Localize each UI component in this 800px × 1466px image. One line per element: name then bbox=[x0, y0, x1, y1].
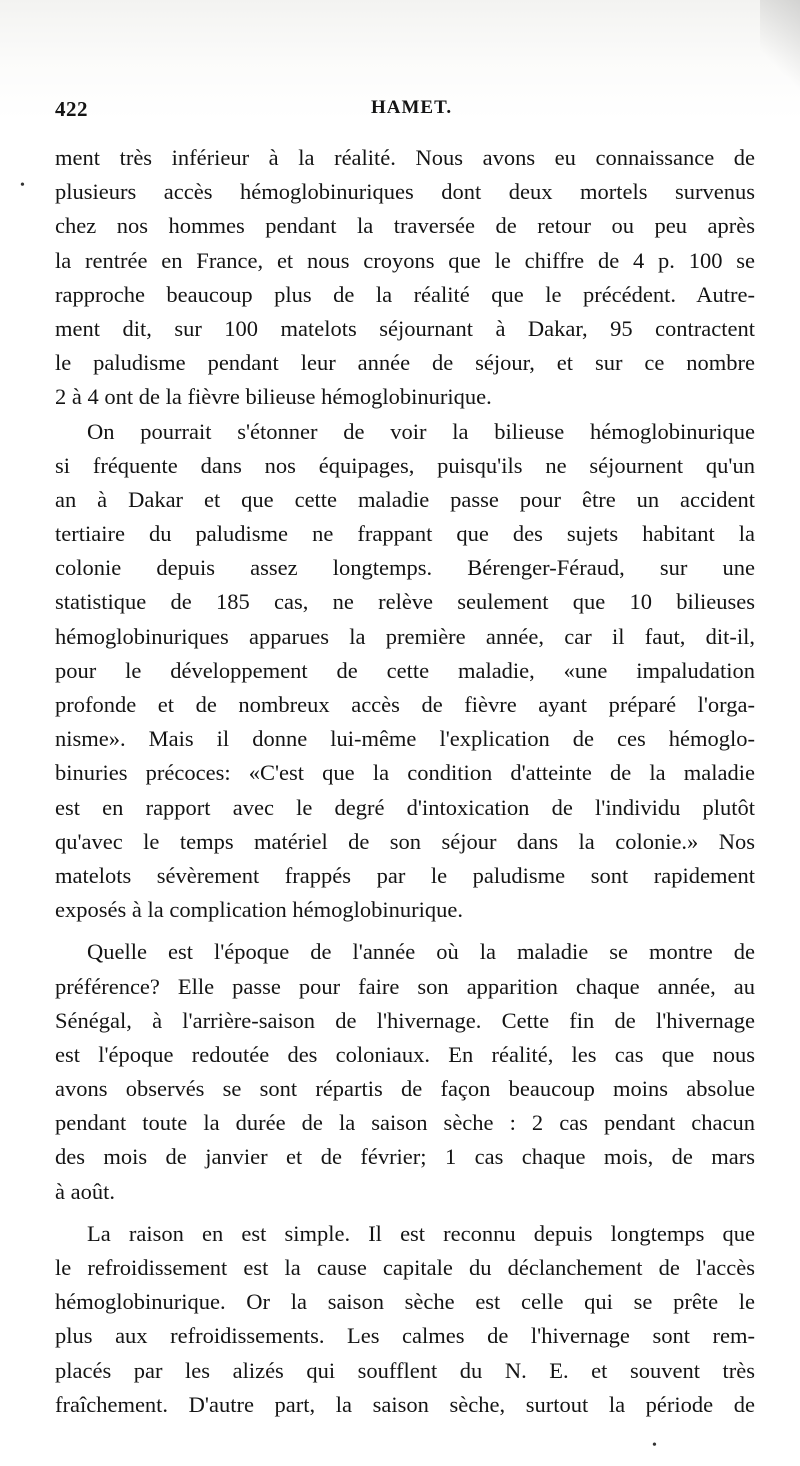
text-line: pendant toute la durée de la saison sèche : 2 cas pendant chacun bbox=[55, 1110, 755, 1136]
text-line: préférence? Elle passe pour faire son apparition chaque année, au bbox=[55, 973, 755, 999]
ink-speck: • bbox=[652, 1438, 657, 1453]
text-line: Sénégal, à l'arrière-saison de l'hivernage. Cette fin de l'hivernage bbox=[55, 1007, 755, 1033]
paragraph bbox=[55, 415, 755, 928]
text-line: nisme». Mais il donne lui-même l'explication de ces hémoglo- bbox=[55, 726, 755, 752]
text-line: chez nos hommes pendant la traversée de retour ou peu après bbox=[55, 213, 755, 239]
page-header bbox=[55, 97, 755, 133]
text-line: est l'époque redoutée des coloniaux. En réalité, les cas que nous bbox=[55, 1041, 755, 1067]
text-line: la rentrée en France, et nous croyons que le chiffre de 4 p. 100 se bbox=[55, 247, 755, 273]
text-line: 2 à 4 ont de la fièvre bilieuse hémoglobinurique. bbox=[55, 384, 492, 410]
text-line: statistique de 185 cas, ne relève seulement que 10 bilieuses bbox=[55, 589, 755, 615]
text-line: plusieurs accès hémoglobinuriques dont deux mortels survenus bbox=[55, 179, 755, 205]
running-head: HAMET. bbox=[371, 97, 453, 118]
text-line: colonie depuis assez longtemps. Bérenger-Féraud, sur une bbox=[55, 555, 755, 581]
text-line: est en rapport avec le degré d'intoxication de l'individu plutôt bbox=[55, 794, 755, 820]
text-line: si fréquente dans nos équipages, puisqu'ils ne séjournent qu'un bbox=[55, 452, 755, 478]
text-line: profonde et de nombreux accès de fièvre ayant préparé l'orga- bbox=[55, 692, 755, 717]
page-number: 422 bbox=[55, 97, 88, 121]
text-line: tertiaire du paludisme ne frappant que des sujets habitant la bbox=[55, 521, 755, 547]
text-line: placés par les alizés qui soufflent du N. E. et souvent très bbox=[55, 1357, 755, 1383]
body-text bbox=[55, 141, 755, 1422]
text-line: qu'avec le temps matériel de son séjour dans la colonie.» Nos bbox=[55, 828, 755, 854]
margin-dot: • bbox=[20, 178, 25, 193]
text-line: rapproche beaucoup plus de la réalité que le précédent. Autre- bbox=[55, 281, 755, 307]
paragraph bbox=[55, 935, 755, 1209]
text-line: an à Dakar et que cette maladie passe pour être un accident bbox=[55, 486, 755, 512]
text-line: matelots sévèrement frappés par le paludisme sont rapidement bbox=[55, 862, 755, 888]
paragraph bbox=[55, 1217, 755, 1422]
text-line: pour le développement de cette maladie, «une impaludation bbox=[55, 657, 755, 683]
text-line: le paludisme pendant leur année de séjour, et sur ce nombre bbox=[55, 350, 755, 376]
text-line: On pourrait s'étonner de voir la bilieuse hémoglobinurique bbox=[87, 418, 755, 444]
text-line: plus aux refroidissements. Les calmes de l'hivernage sont rem- bbox=[55, 1323, 755, 1349]
text-line: binuries précoces: «C'est que la condition d'atteinte de la maladie bbox=[55, 760, 755, 786]
text-line: des mois de janvier et de février; 1 cas chaque mois, de mars bbox=[55, 1144, 755, 1170]
text-line: La raison en est simple. Il est reconnu depuis longtemps que bbox=[87, 1220, 755, 1246]
text-line: Quelle est l'époque de l'année où la maladie se montre de bbox=[87, 939, 755, 965]
paragraph bbox=[55, 141, 755, 415]
text-line: hémoglobinuriques apparues la première année, car il faut, dit-il, bbox=[55, 623, 755, 649]
text-line: hémoglobinurique. Or la saison sèche est celle qui se prête le bbox=[55, 1289, 755, 1315]
text-line: ment dit, sur 100 matelots séjournant à Dakar, 95 contractent bbox=[55, 315, 755, 341]
text-line: avons observés se sont répartis de façon beaucoup moins absolue bbox=[55, 1076, 755, 1102]
text-line: ment très inférieur à la réalité. Nous avons eu connaissance de bbox=[55, 145, 755, 170]
text-line: exposés à la complication hémoglobinurique. bbox=[55, 897, 464, 923]
text-line: fraîchement. D'autre part, la saison sèche, surtout la période de bbox=[55, 1391, 755, 1417]
text-line: à août. bbox=[55, 1178, 115, 1204]
text-line: le refroidissement est la cause capitale du déclanchement de l'accès bbox=[55, 1255, 755, 1280]
page-edge-shadow bbox=[760, 0, 800, 90]
